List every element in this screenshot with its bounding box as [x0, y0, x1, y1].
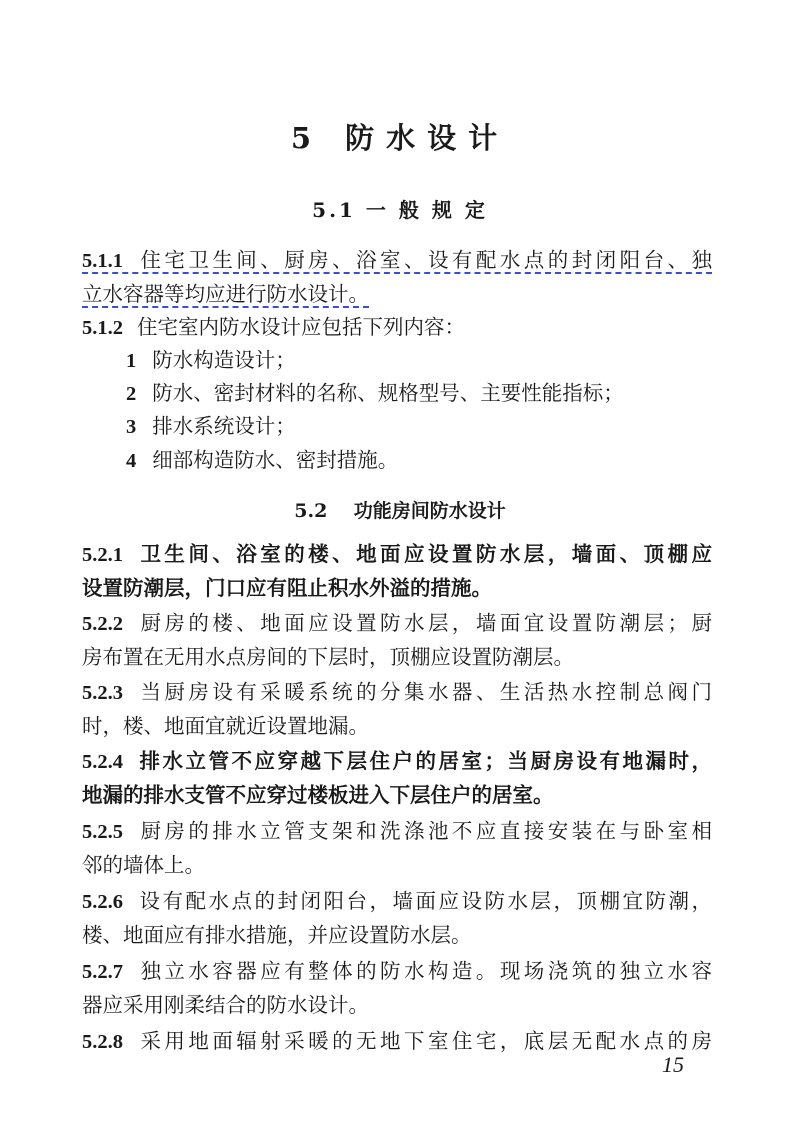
clause-5-1-1-line1: 5.1.1 住宅卫生间、厨房、浴室、设有配水点的封闭阳台、独 [82, 248, 712, 272]
clause-5-2-8-line1: 5.2.8 采用地面辐射采暖的无地下室住宅，底层无配水点的房 [82, 1029, 712, 1053]
list-item: 4 细部构造防水、密封措施。 [126, 448, 399, 472]
chapter-title: 5 防水设计 [290, 121, 510, 155]
clause-5-2-3-line1: 5.2.3 当厨房设有采暖系统的分集水器、生活热水控制总阀门 [82, 680, 712, 704]
section-heading-5-1: 5.1 一 般 规 定 [312, 198, 488, 222]
clause-5-2-6-line2: 楼、地面应有排水措施，并应设置防水层。 [82, 923, 472, 947]
clause-5-2-7-line2: 器应采用刚柔结合的防水设计。 [82, 993, 369, 1017]
clause-5-1-1-line2: 立水容器等均应进行防水设计。 [82, 282, 369, 306]
list-item: 1 防水构造设计； [126, 348, 296, 372]
clause-5-2-7-line1: 5.2.7 独立水容器应有整体的防水构造。现场浇筑的独立水容 [82, 959, 712, 983]
clause-5-2-2-line2: 房布置在无用水点房间的下层时，顶棚应设置防潮层。 [82, 645, 574, 669]
clause-5-2-1-line1: 5.2.1 卫生间、浴室的楼、地面应设置防水层，墙面、顶棚应 [82, 542, 712, 566]
section-heading-5-2: 5.2 功能房间防水设计 [294, 500, 506, 522]
list-item: 3 排水系统设计； [126, 414, 296, 438]
clause-5-2-3-line2: 时，楼、地面宜就近设置地漏。 [82, 714, 369, 738]
page-number: 15 [662, 1052, 684, 1077]
clause-5-2-4-line1: 5.2.4 排水立管不应穿越下层住户的居室；当厨房设有地漏时， [82, 749, 712, 773]
clause-5-1-2: 5.1.2 住宅室内防水设计应包括下列内容： [82, 315, 465, 339]
clause-5-2-6-line1: 5.2.6 设有配水点的封闭阳台，墙面应设防水层，顶棚宜防潮， [82, 889, 712, 913]
clause-5-2-2-line1: 5.2.2 厨房的楼、地面应设置防水层，墙面宜设置防潮层；厨 [82, 611, 712, 635]
clause-5-2-5-line2: 邻的墙体上。 [82, 853, 205, 877]
clause-5-2-1-line2: 设置防潮层，门口应有阻止积水外溢的措施。 [82, 576, 492, 600]
clause-5-2-4-line2: 地漏的排水支管不应穿过楼板进入下层住户的居室。 [82, 783, 554, 807]
list-item: 2 防水、密封材料的名称、规格型号、主要性能指标； [126, 381, 624, 405]
clause-5-2-5-line1: 5.2.5 厨房的排水立管支架和洗涤池不应直接安装在与卧室相 [82, 819, 712, 843]
